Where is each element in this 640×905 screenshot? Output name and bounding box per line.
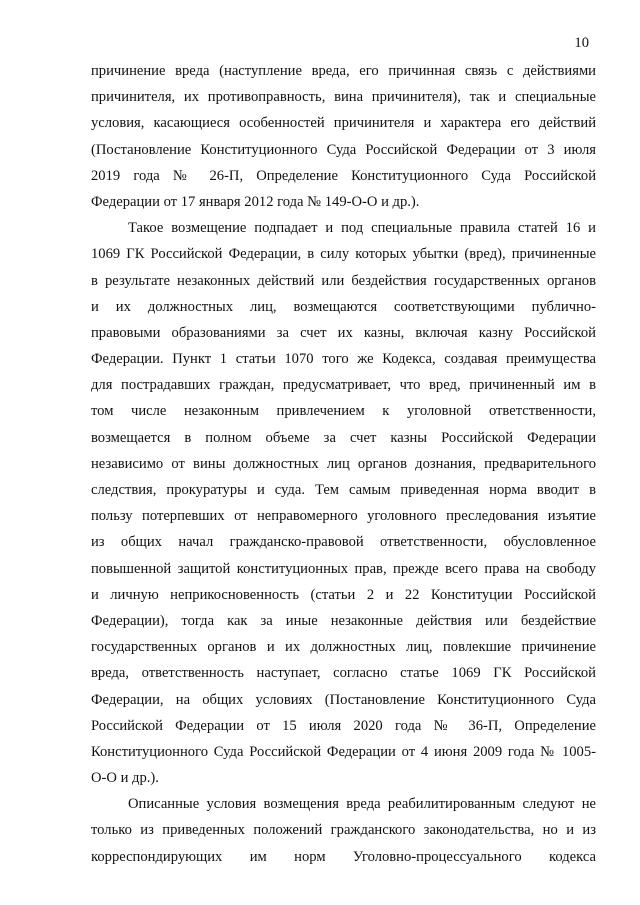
text-line: в результате незаконных действий или бездействия государственных органов	[91, 272, 596, 289]
text-line: правовыми образованиями за счет их казны, включая казну Российской	[91, 324, 596, 341]
paragraph	[91, 58, 596, 215]
text-line: причинителя, их противоправность, вина причинителя), так и специальные	[91, 89, 596, 106]
text-line: возмещается в полном объеме за счет казны Российской Федерации	[91, 429, 596, 446]
text-line: для пострадавших граждан, предусматривает, что вред, причиненный им в	[91, 377, 596, 394]
text-line: Российской Федерации от 15 июля 2020 года № 36-П, Определение	[91, 717, 596, 734]
text-line: 2019 года № 26-П, Определение Конституционного Суда Российской	[91, 167, 596, 184]
text-line: условия, касающиеся особенностей причинителя и характера его действий	[91, 115, 596, 132]
text-line: и их должностных лиц, возмещаются соответствующими публично-	[91, 298, 596, 315]
text-line: Описанные условия возмещения вреда реабилитированным следуют не	[128, 796, 596, 813]
text-line: 1069 ГК Российской Федерации, в силу которых убытки (вред), причиненные	[91, 246, 596, 263]
text-line: вреда, ответственность наступает, согласно статье 1069 ГК Российской	[91, 665, 596, 682]
text-line: причинение вреда (наступление вреда, его причинная связь с действиями	[91, 63, 596, 79]
text-line: государственных органов и их должностных лиц, повлекшие причинение	[91, 639, 596, 656]
text-line: О-О и др.).	[91, 770, 159, 787]
text-line: Федерации), тогда как за иные незаконные действия или бездействие	[91, 612, 596, 629]
page-number: 10	[574, 35, 589, 51]
text-line: Такое возмещение подпадает и под специальные правила статей 16 и	[128, 220, 596, 237]
text-line: том числе незаконным привлечением к уголовной ответственности,	[91, 403, 596, 420]
text-line: повышенной защитой конституционных прав, прежде всего права на свободу	[91, 560, 596, 577]
text-line: Федерации, на общих условиях (Постановление Конституционного Суда	[91, 691, 596, 708]
text-line: (Постановление Конституционного Суда Российской Федерации от 3 июля	[91, 141, 596, 158]
text-line: Федерации от 17 января 2012 года № 149-О-О и др.).	[91, 193, 420, 210]
text-line: и личную неприкосновенность (статьи 2 и 22 Конституции Российской	[91, 586, 596, 603]
paragraph	[91, 791, 596, 870]
text-line: независимо от вины должностных лиц органов дознания, предварительного	[91, 455, 596, 472]
text-line: пользу потерпевших от неправомерного уголовного преследования изъятие	[91, 508, 596, 525]
text-line: только из приведенных положений гражданского законодательства, но и из	[91, 822, 596, 839]
paragraph	[91, 215, 596, 791]
text-line: Федерации. Пункт 1 статьи 1070 того же Кодекса, создавая преимущества	[91, 351, 596, 368]
document-body	[91, 58, 596, 870]
text-line: Конституционного Суда Российской Федерации от 4 июня 2009 года № 1005-	[91, 743, 596, 760]
text-line: следствия, прокуратуры и суда. Тем самым приведенная норма вводит в	[91, 482, 596, 498]
text-line: из общих начал гражданско-правовой ответственности, обусловленное	[91, 534, 596, 551]
text-line: корреспондирующих им норм Уголовно-процессуального кодекса	[91, 848, 596, 865]
